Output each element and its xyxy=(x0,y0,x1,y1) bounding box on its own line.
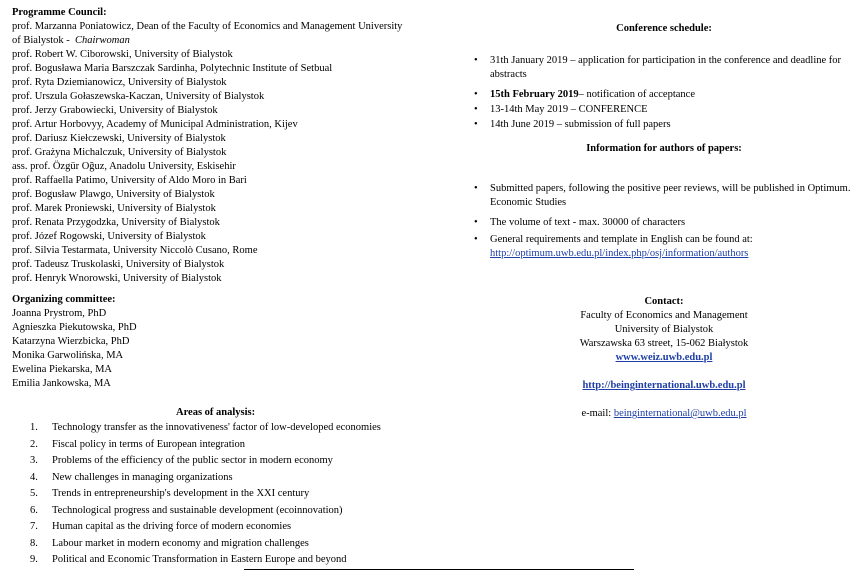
council-member: prof. Renata Przygodzka, University of Bialystok xyxy=(12,217,220,228)
council-member: prof. Bogusława Maria Barszczak Sardinha, Polytechnic Institute of Setbual xyxy=(12,63,333,74)
schedule-item: • 13-14th May 2019 – CONFERENCE xyxy=(474,103,854,117)
right-column xyxy=(474,6,854,421)
council-member: prof. Tadeusz Truskolaski, University of Bialystok xyxy=(12,259,225,270)
contact-line: Warszawska 63 street, 15-062 Białystok xyxy=(579,338,749,349)
programme-council-title: Programme Council: xyxy=(12,7,107,18)
organizing-committee-title: Organizing committee: xyxy=(12,294,116,305)
area-item: 3. Problems of the efficiency of the public sector in modern economy xyxy=(30,455,333,466)
area-item: 2. Fiscal policy in terms of European integration xyxy=(30,438,246,450)
left-column xyxy=(12,6,432,391)
contact-title: Contact: xyxy=(644,296,684,307)
area-item: 4. New challenges in managing organizations xyxy=(30,471,233,483)
schedule-item: • 15th February 2019– notification of acceptance xyxy=(474,88,854,102)
schedule-item: • 31th January 2019 – application for participation in the conference and deadline for abstracts xyxy=(474,54,854,82)
authors-info-link[interactable]: http://optimum.uwb.edu.pl/index.php/osj/information/authors xyxy=(490,248,749,259)
council-member: prof. Urszula Gołaszewska-Kaczan, University of Bialystok xyxy=(12,91,265,102)
council-member: ass. prof. Özgür Oğuz, Anadolu University, Eskisehir xyxy=(12,161,236,172)
council-member-dean: prof. Marzanna Poniatowicz, Dean of the Faculty of Economics and Management University xyxy=(12,21,403,32)
area-item: 8. Labour market in modern economy and migration challenges xyxy=(30,537,309,549)
schedule-title: Conference schedule: xyxy=(616,23,712,34)
council-member: prof. Ryta Dziemianowicz, University of Bialystok xyxy=(12,77,227,88)
programme-council-list xyxy=(12,20,432,286)
committee-member: Katarzyna Wierzbicka, PhD xyxy=(12,336,130,347)
council-member: prof. Dariusz Kiełczewski, University of Bialystok xyxy=(12,133,226,144)
area-item: 1. Technology transfer as the innovativeness' factor of low-developed economies xyxy=(30,422,381,433)
council-member: prof. Raffaella Patimo, University of Aldo Moro in Bari xyxy=(12,175,247,186)
council-member: prof. Henryk Wnorowski, University of Bialystok xyxy=(12,273,222,284)
committee-member: Agnieszka Piekutowska, PhD xyxy=(12,322,137,333)
committee-member: Ewelina Piekarska, MA xyxy=(12,364,113,375)
committee-member: Monika Garwolińska, MA xyxy=(12,350,124,361)
committee-member: Emilia Jankowska, MA xyxy=(12,378,111,389)
committee-member: Joanna Prystrom, PhD xyxy=(12,308,107,319)
organizing-committee-list xyxy=(12,307,432,391)
email-line: e-mail: beinginternational@uwb.edu.pl xyxy=(581,408,747,419)
council-member: prof. Marek Proniewski, University of Bialystok xyxy=(12,203,216,214)
contact-line: University of Bialystok xyxy=(614,324,714,335)
council-member: prof. Józef Rogowski, University of Bialystok xyxy=(12,231,206,242)
area-item: 6. Technological progress and sustainable development (ecoinnovation) xyxy=(30,504,343,516)
council-member-dean-cont: of Bialystok - Chairwoman xyxy=(12,35,130,46)
bottom-rule xyxy=(244,569,634,570)
authors-info-item: • General requirements and template in English can be found at: http://optimum.uwb.edu.pl/index.php/osj/information/authors xyxy=(474,233,854,261)
areas-list xyxy=(30,421,450,570)
area-item: 5. Trends in entrepreneurship's development in the XXI century xyxy=(30,488,310,499)
beinginternational-link[interactable]: http://beinginternational.uwb.edu.pl xyxy=(582,380,746,391)
council-member: prof. Bogusław Plawgo, University of Bialystok xyxy=(12,189,215,200)
authors-info-title: Information for authors of papers: xyxy=(586,143,742,154)
contact-line: Faculty of Economics and Management xyxy=(580,310,748,321)
email-link[interactable]: beinginternational@uwb.edu.pl xyxy=(613,408,747,419)
areas-title: Areas of analysis: xyxy=(176,407,256,418)
chairwoman-label: Chairwoman xyxy=(75,35,130,46)
council-member: prof. Grażyna Michalczuk, University of Bialystok xyxy=(12,147,227,158)
authors-info-item: • Submitted papers, following the positive peer reviews, will be published in Optimum. Economic Studies xyxy=(474,182,854,210)
council-member: prof. Jerzy Grabowiecki, University of Bialystok xyxy=(12,105,218,116)
council-member: prof. Silvia Testarmata, University Niccolò Cusano, Rome xyxy=(12,245,258,256)
authors-info-item: • The volume of text - max. 30000 of characters xyxy=(474,216,854,230)
area-item: 9. Political and Economic Transformation in Eastern Europe and beyond xyxy=(30,554,347,565)
council-member: prof. Robert W. Ciborowski, University of Bialystok xyxy=(12,49,233,60)
council-member: prof. Artur Horbovyy, Academy of Municipal Administration, Kijev xyxy=(12,119,298,130)
schedule-item: • 14th June 2019 – submission of full papers xyxy=(474,118,854,132)
area-item: 7. Human capital as the driving force of modern economies xyxy=(30,521,292,532)
website-link[interactable]: www.weiz.uwb.edu.pl xyxy=(615,352,713,363)
